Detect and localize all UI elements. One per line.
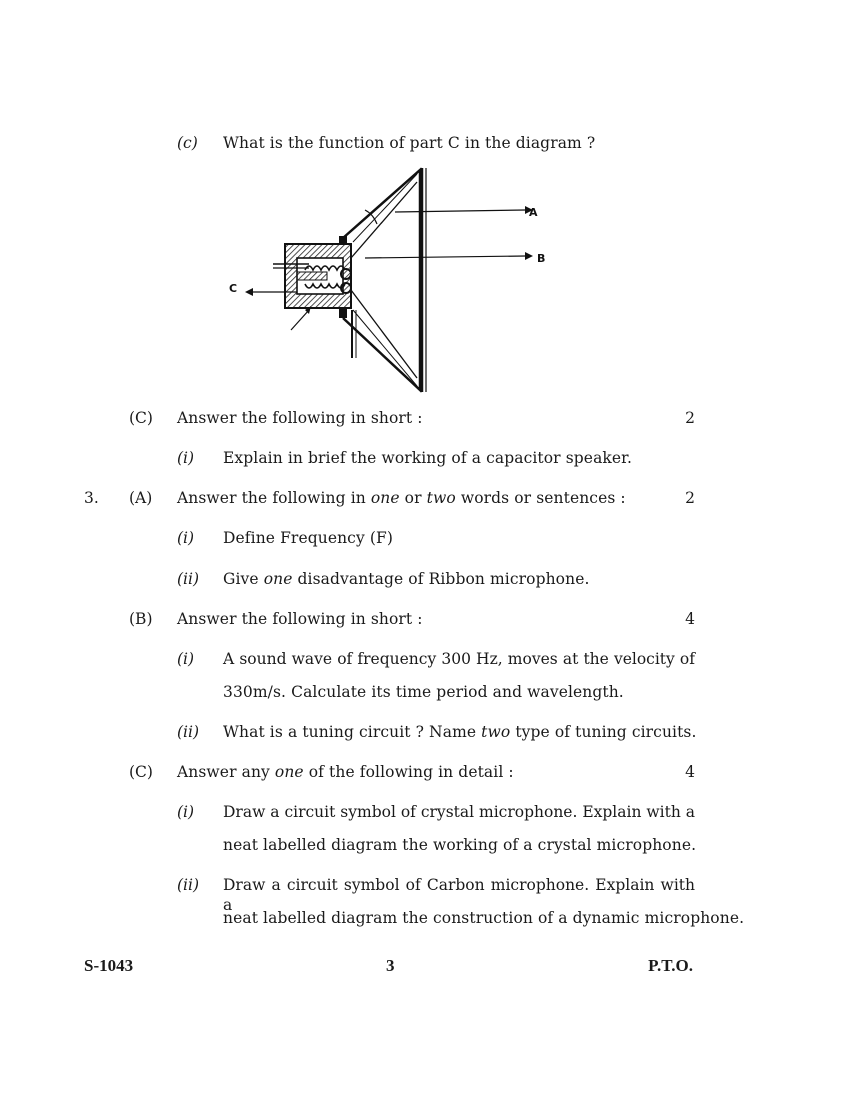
cone-inner-line <box>353 174 417 242</box>
section-heading: Answer the following in short : <box>177 409 423 427</box>
mount-bracket <box>339 308 347 318</box>
marks: 4 <box>685 610 695 628</box>
diagram-label-b: B <box>537 252 546 265</box>
item-text: Define Frequency (F) <box>223 529 393 547</box>
item-text-line: Draw a circuit symbol of Carbon microphone. Explain with a <box>223 876 695 914</box>
item-label: (i) <box>177 650 195 668</box>
sub-question-label: (c) <box>177 134 198 152</box>
item-text-line: Draw a circuit symbol of crystal microphone. Explain with a <box>223 803 695 821</box>
section-heading: Answer the following in short : <box>177 610 423 628</box>
section-label: (C) <box>129 409 153 427</box>
arrow-magnet-line <box>291 310 309 330</box>
section-label: (C) <box>129 763 153 781</box>
diagram-label-c: C <box>229 282 238 295</box>
item-text-line: neat labelled diagram the working of a crystal microphone. <box>223 836 697 854</box>
cone-inner-line <box>351 182 417 258</box>
item-label: (i) <box>177 449 195 467</box>
item-text-line: A sound wave of frequency 300 Hz, moves at the velocity of <box>223 650 695 668</box>
pto-label: P.T.O. <box>648 956 693 975</box>
item-text: What is a tuning circuit ? Name two type of tuning circuits. <box>223 723 697 741</box>
loudspeaker-diagram <box>225 160 555 400</box>
section-heading: Answer any one of the following in detail : <box>177 763 514 781</box>
item-text-line: neat labelled diagram the construction of a dynamic microphone. <box>223 909 745 927</box>
marks: 2 <box>685 409 695 427</box>
item-text: Give one disadvantage of Ribbon microphone. <box>223 570 590 588</box>
page-number: 3 <box>386 956 395 975</box>
speaker-cone <box>343 170 420 390</box>
cone-inner-line <box>353 310 417 386</box>
sub-question-text: What is the function of part C in the diagram ? <box>223 134 596 152</box>
item-label: (ii) <box>177 570 200 588</box>
paper-code: S-1043 <box>84 956 134 975</box>
arrow-a-line <box>395 210 525 212</box>
question-number: 3. <box>84 489 99 507</box>
diagram-label-a: A <box>529 206 538 219</box>
item-label: (ii) <box>177 876 200 894</box>
section-label: (B) <box>129 610 153 628</box>
item-label: (i) <box>177 803 195 821</box>
item-label: (i) <box>177 529 195 547</box>
section-heading: Answer the following in one or two words or sentences : <box>177 489 626 507</box>
arrow-b-line <box>365 256 525 258</box>
item-text-line: 330m/s. Calculate its time period and wavelength. <box>223 683 624 701</box>
section-label: (A) <box>129 489 153 507</box>
arrow-c-head <box>245 288 253 296</box>
pole-piece <box>297 272 327 280</box>
item-text: Explain in brief the working of a capacitor speaker. <box>223 449 633 467</box>
arrow-b-head <box>525 252 533 260</box>
item-label: (ii) <box>177 723 200 741</box>
marks: 4 <box>685 763 695 781</box>
marks: 2 <box>685 489 695 507</box>
mount-bracket <box>339 236 347 244</box>
